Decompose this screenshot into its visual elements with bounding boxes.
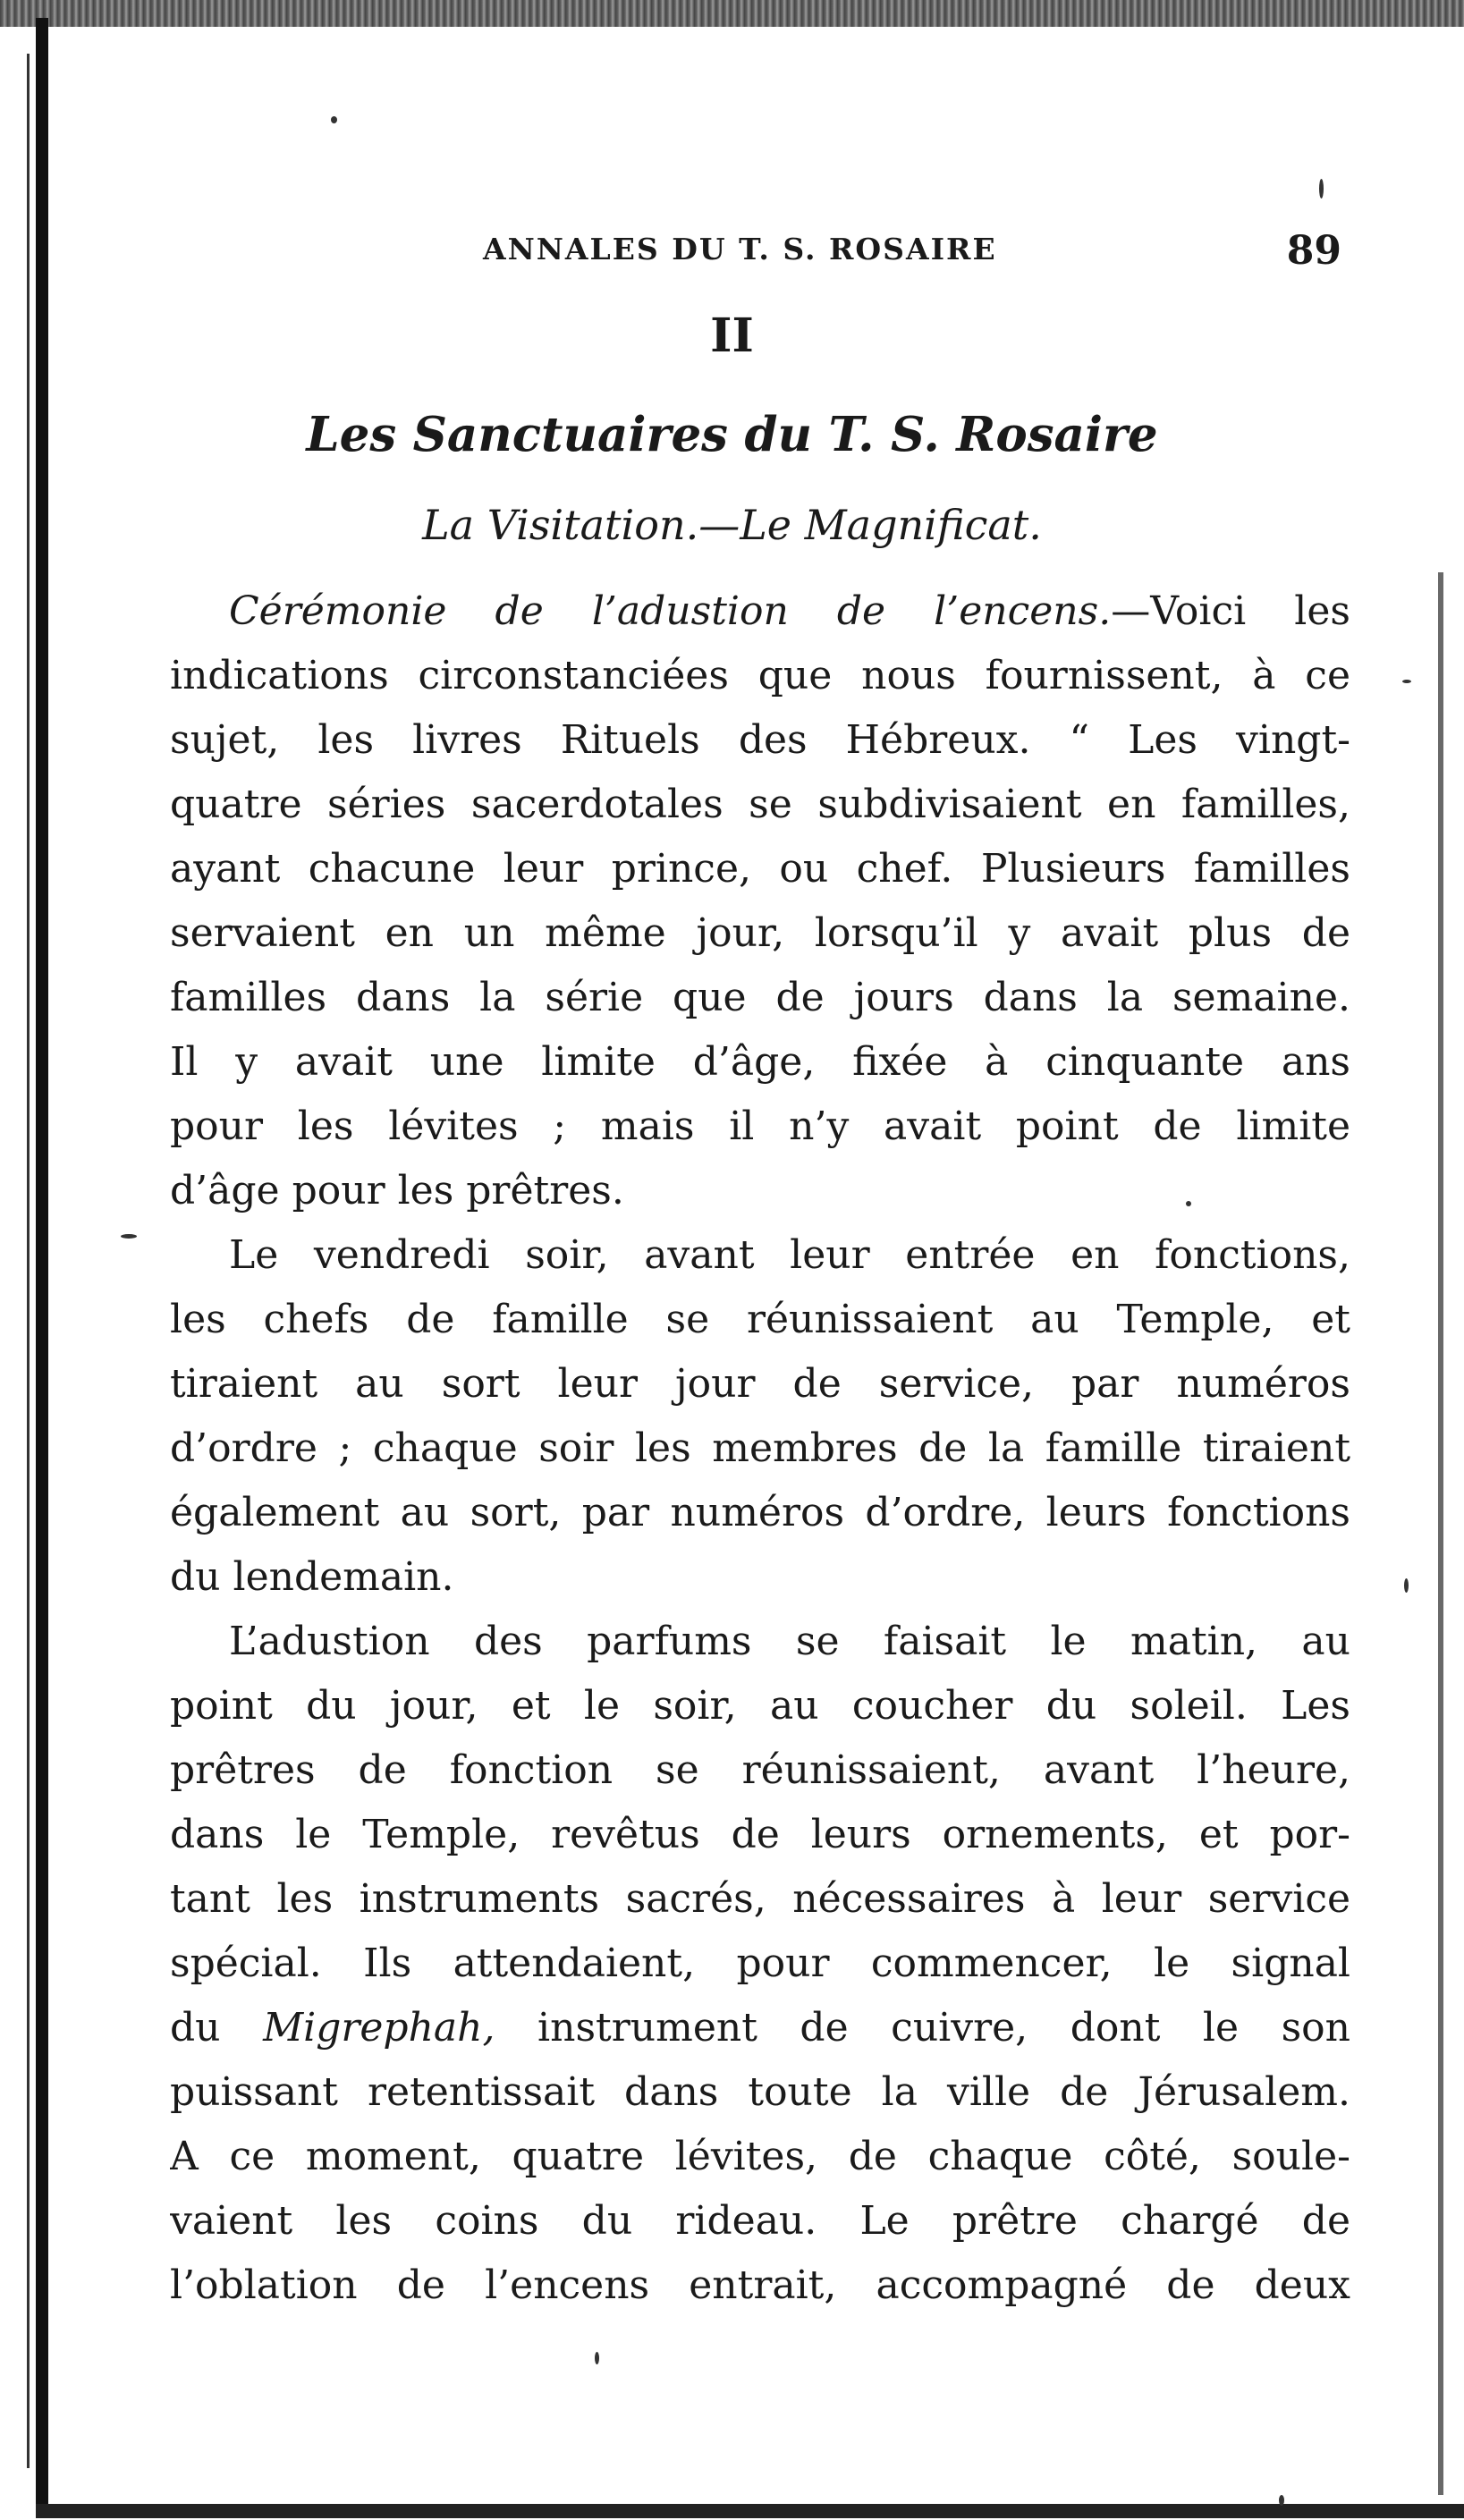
text-line: L’adustion des parfums se faisait le matin, au — [229, 1619, 1350, 1664]
text-line: spécial. Ils attendaient, pour commencer, le signal — [170, 1941, 1350, 1986]
scan-speck — [595, 2352, 599, 2364]
scan-speck — [1279, 2495, 1284, 2506]
running-head: ANNALES DU T. S. ROSAIRE — [483, 232, 997, 266]
text-line: A ce moment, quatre lévites, de chaque côté, soule- — [170, 2134, 1350, 2179]
text-line: d’âge pour les prêtres. — [170, 1168, 624, 1213]
text-line: l’oblation de l’encens entrait, accompagné de deux — [170, 2262, 1350, 2308]
text-line: point du jour, et le soir, au coucher du soleil. Les — [170, 1683, 1350, 1729]
page-header — [170, 228, 1350, 273]
text-line: également au sort, par numéros d’ordre, leurs fonctions — [170, 1490, 1350, 1535]
text-line: Il y avait une limite d’âge, fixée à cinquante ans — [170, 1039, 1350, 1085]
text-line: prêtres de fonction se réunissaient, avant l’heure, — [170, 1747, 1350, 1793]
text-line: pour les lévites ; mais il n’y avait point de limite — [170, 1104, 1350, 1149]
scan-speck — [121, 1234, 137, 1239]
text-line: Cérémonie de l’adustion de l’encens.—Voici les — [229, 588, 1350, 634]
scan-right-edge-line — [1438, 572, 1443, 2495]
text-line: servaient en un même jour, lorsqu’il y avait plus de — [170, 910, 1350, 956]
text-line: sujet, les livres Rituels des Hébreux. “ Les vingt- — [170, 717, 1350, 763]
text-line: tiraient au sort leur jour de service, par numéros — [170, 1361, 1350, 1407]
text-line: du lendemain. — [170, 1554, 454, 1600]
text-line: tant les instruments sacrés, nécessaires à leur service — [170, 1876, 1350, 1922]
text-line: Le vendredi soir, avant leur entrée en fonctions, — [229, 1232, 1350, 1278]
text-line: indications circonstanciées que nous fournissent, à ce — [170, 653, 1350, 698]
scan-speck — [1402, 680, 1411, 683]
italic-term: Migrephah, — [263, 2005, 495, 2051]
text-line: puissant retentissait dans toute la ville de Jérusalem. — [170, 2069, 1350, 2115]
body-text — [170, 579, 1350, 2318]
scan-bottom-border — [36, 2504, 1464, 2518]
text-line: quatre séries sacerdotales se subdivisaient en familles, — [170, 782, 1350, 827]
text-line: familles dans la série que de jours dans la semaine. — [170, 975, 1350, 1020]
text-line: du Migrephah, instrument de cuivre, dont le son — [170, 2005, 1350, 2051]
paragraph-lead: Cérémonie de l’adustion de l’encens. — [229, 588, 1112, 634]
scan-speck — [331, 116, 337, 123]
scan-top-border — [0, 0, 1464, 27]
article-subtitle: La Visitation.—Le Magnificat. — [422, 501, 1042, 549]
text-line: les chefs de famille se réunissaient au Temple, et — [170, 1297, 1350, 1342]
text-line: vaient les coins du rideau. Le prêtre chargé de — [170, 2198, 1350, 2244]
scan-speck — [1404, 1578, 1409, 1593]
scan-left-border — [36, 18, 48, 2513]
article-title: Les Sanctuaires du T. S. Rosaire — [306, 407, 1158, 462]
text-line: ayant chacune leur prince, ou chef. Plusieurs familles — [170, 846, 1350, 892]
section-numeral: II — [710, 309, 754, 363]
text-line: dans le Temple, revêtus de leurs ornements, et por- — [170, 1812, 1350, 1857]
page-number: 89 — [1286, 228, 1341, 274]
text-line: d’ordre ; chaque soir les membres de la famille tiraient — [170, 1425, 1350, 1471]
scan-speck — [1319, 179, 1324, 199]
